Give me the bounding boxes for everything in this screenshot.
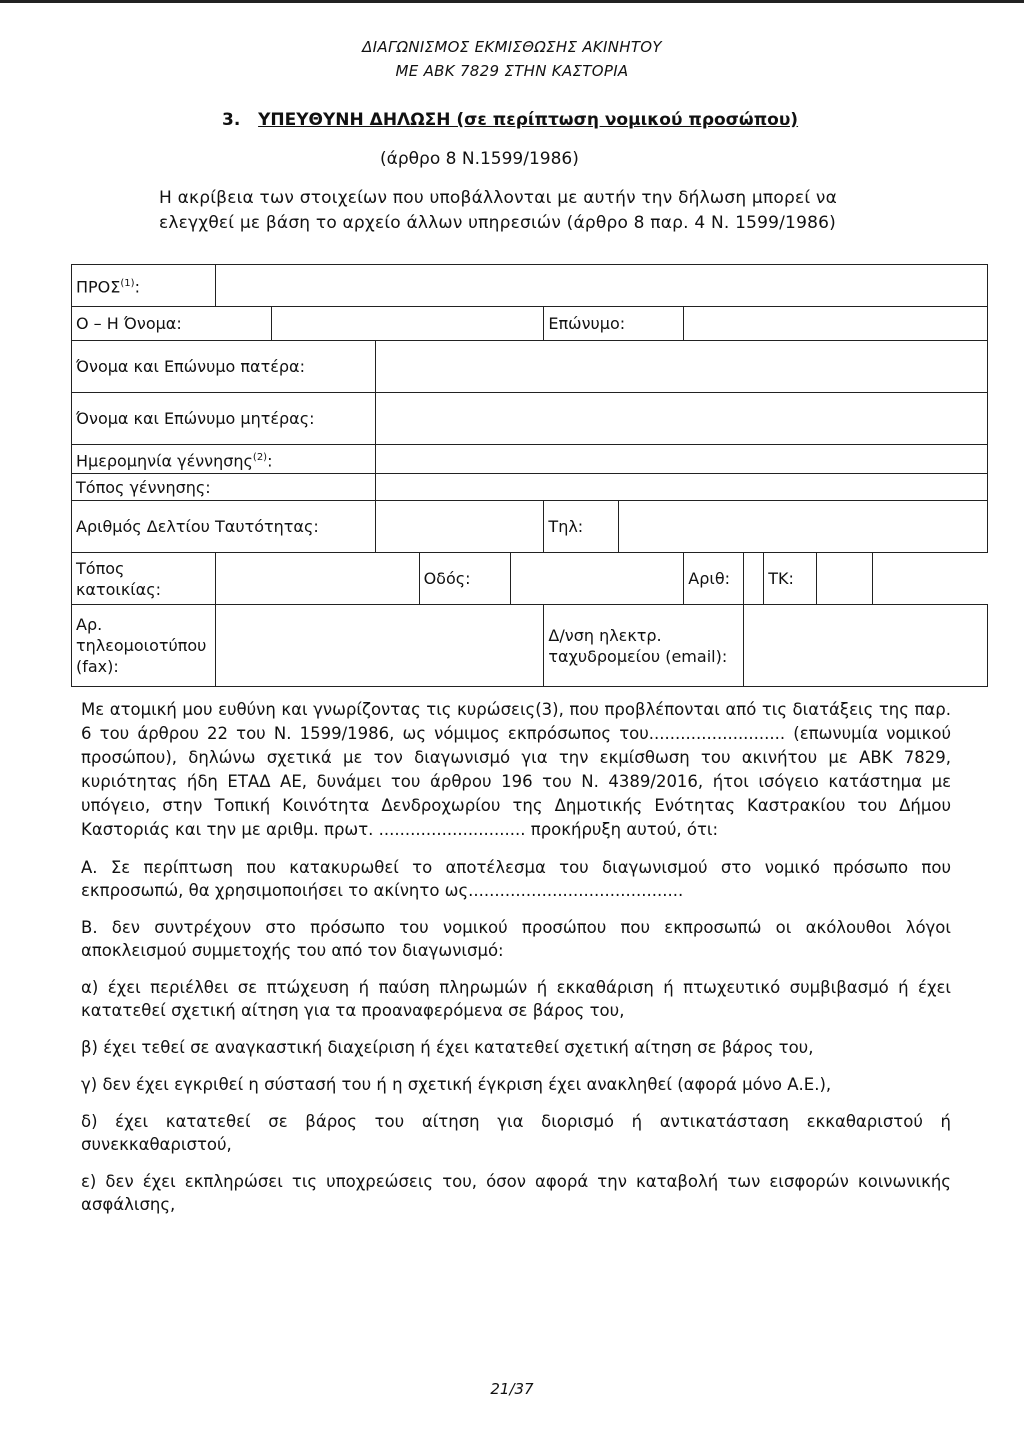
- section-number: 3.: [222, 110, 241, 130]
- id-number-field[interactable]: [375, 501, 544, 553]
- item-a: Α. Σε περίπτωση που κατακυρωθεί το αποτέλεσμα του διαγωνισμού στο νομικό πρόσωπο που εκπροσωπώ, θα χρησιμοποιήσει το ακίνητο ως.........................................: [81, 858, 951, 900]
- item-delta: δ) έχει κατατεθεί σε βάρος του αίτηση για διορισμό ή αντικατάσταση εκκαθαριστού ή συνεκκαθαριστού,: [81, 1112, 951, 1154]
- residence-label: Τόπος κατοικίας:: [72, 553, 216, 605]
- mother-label: Όνομα και Επώνυμο μητέρας:: [72, 393, 376, 445]
- email-label: Δ/νση ηλεκτρ. ταχυδρομείου (email):: [544, 605, 744, 687]
- header-line-2: ΜΕ ΑΒΚ 7829 ΣΤΗΝ ΚΑΣΤΟΡΙΑ: [395, 62, 629, 80]
- birthplace-field[interactable]: [375, 474, 987, 501]
- street-field[interactable]: [510, 553, 684, 605]
- residence-field[interactable]: [215, 553, 419, 605]
- to-label: ΠΡΟΣ$^{(1)}$:: [72, 265, 216, 307]
- father-field[interactable]: [375, 341, 987, 393]
- birthplace-label: Τόπος γέννησης:: [72, 474, 376, 501]
- section-article: (άρθρο 8 Ν.1599/1986): [380, 149, 579, 169]
- page-number: 21/37: [490, 1380, 534, 1398]
- birthdate-field[interactable]: [375, 445, 987, 474]
- filler-field: [873, 553, 988, 605]
- email-field[interactable]: [744, 605, 988, 687]
- phone-field[interactable]: [619, 501, 988, 553]
- item-b: Β. δεν συντρέχουν στο πρόσωπο του νομικού προσώπου που εκπροσωπώ οι ακόλουθοι λόγοι αποκλεισμού συμμετοχής του από τον διαγωνισμό:: [81, 918, 951, 960]
- top-border-line: [0, 0, 1024, 3]
- header-line-1: ΔΙΑΓΩΝΙΣΜΟΣ ΕΚΜΙΣΘΩΣΗΣ ΑΚΙΝΗΤΟΥ: [362, 38, 662, 56]
- item-alpha: α) έχει περιέλθει σε πτώχευση ή παύση πληρωμών ή εκκαθάριση ή πτωχευτικό συμβιβασμό ή έχει κατατεθεί σχετική αίτηση για τα προαναφερόμενα σε βάρος του,: [81, 978, 951, 1020]
- section-title: [222, 110, 798, 130]
- surname-label: Επώνυμο:: [544, 307, 684, 341]
- fax-label: Αρ. τηλεομοιοτύπου (fax):: [72, 605, 216, 687]
- mother-field[interactable]: [375, 393, 987, 445]
- section-title-text: ΥΠΕΥΘΥΝΗ ΔΗΛΩΣΗ (σε περίπτωση νομικού προσώπου): [258, 110, 799, 130]
- id-number-label: Αριθμός Δελτίου Ταυτότητας:: [72, 501, 376, 553]
- birthdate-label: Ημερομηνία γέννησης$^{(2)}$:: [72, 445, 376, 474]
- postal-field[interactable]: [817, 553, 873, 605]
- number-label: Αριθ:: [684, 553, 744, 605]
- number-field[interactable]: [744, 553, 764, 605]
- name-field[interactable]: [271, 307, 544, 341]
- street-label: Οδός:: [419, 553, 510, 605]
- father-label: Όνομα και Επώνυμο πατέρα:: [72, 341, 376, 393]
- intro-paragraph: Με ατομική μου ευθύνη και γνωρίζοντας τις κυρώσεις(3), που προβλέπονται από τις διατάξεις της παρ. 6 του άρθρου 22 του Ν. 1599/1986, ως νόμιμος εκπρόσωπος του.......................... (επωνυμία νομικού προσώπου), δηλώνω σχετικά με τον διαγωνισμό για την εκμίσθωση του ακινήτου με ΑΒΚ 7829, κυριότητας ήδη ΕΤΑΔ ΑΕ, δυνάμει του άρθρου 196 του Ν. 4389/2016, ήτοι ισόγειο κατάστημα με υπόγειο, στην Τοπική Κοινότητα Δενδροχωρίου της Δημοτικής Ενότητας Καστρακίου του Δήμου Καστοριάς και την με αριθμ. πρωτ. ............................ προκήρυξη αυτού, ότι:: [81, 700, 951, 839]
- item-gamma: γ) δεν έχει εγκριθεί η σύστασή του ή η σχετική έγκριση έχει ανακληθεί (αφορά μόνο Α.Ε.),: [81, 1075, 832, 1094]
- item-beta: β) έχει τεθεί σε αναγκαστική διαχείριση ή έχει κατατεθεί σχετική αίτηση σε βάρος του,: [81, 1038, 814, 1057]
- to-field[interactable]: [215, 265, 987, 307]
- declaration-form: [71, 264, 988, 687]
- surname-field[interactable]: [684, 307, 988, 341]
- declaration-body: [81, 698, 951, 1216]
- section-note: Η ακρίβεια των στοιχείων που υποβάλλονται με αυτήν την δήλωση μπορεί να ελεγχθεί με βάση το αρχείο άλλων υπηρεσιών (άρθρο 8 παρ. 4 Ν. 1599/1986): [159, 188, 837, 233]
- name-label: Ο – Η Όνομα:: [72, 307, 272, 341]
- postal-label: ΤΚ:: [764, 553, 817, 605]
- phone-label: Τηλ:: [544, 501, 619, 553]
- fax-field[interactable]: [215, 605, 543, 687]
- item-epsilon: ε) δεν έχει εκπληρώσει τις υποχρεώσεις του, όσον αφορά την καταβολή των εισφορών κοινωνικής ασφάλισης,: [81, 1172, 951, 1214]
